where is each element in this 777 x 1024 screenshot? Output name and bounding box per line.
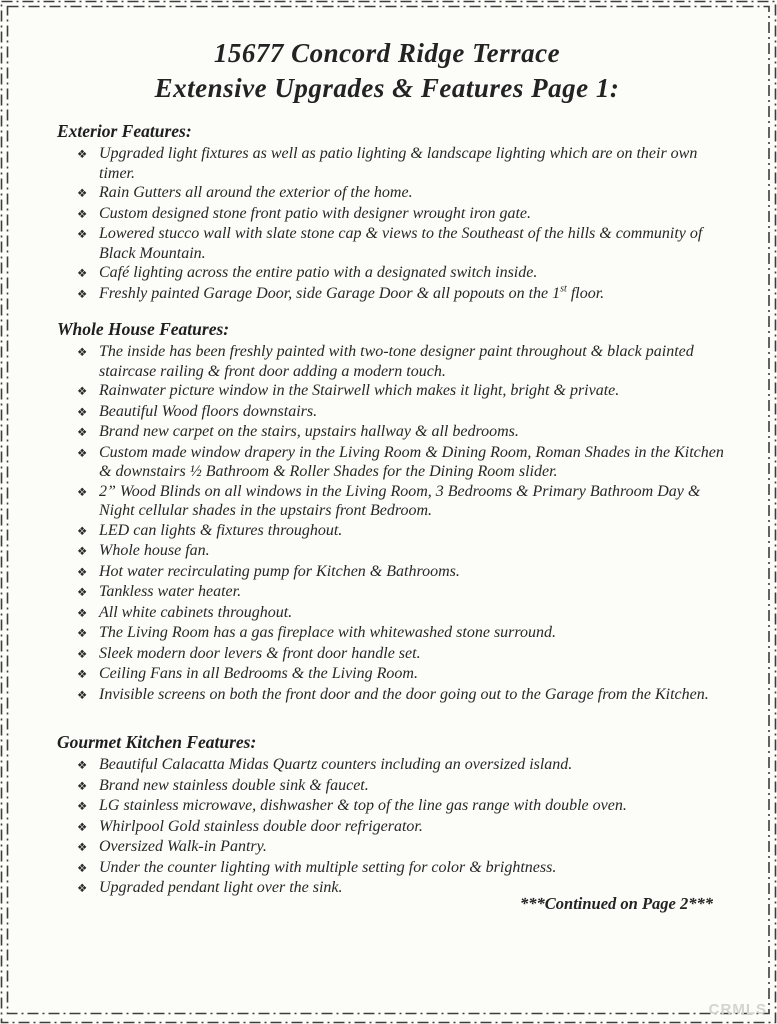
diamond-bullet-icon: ❖: [77, 404, 88, 419]
diamond-bullet-icon: ❖: [77, 758, 88, 772]
diamond-bullet-icon: ❖: [77, 484, 88, 499]
diamond-bullet-icon: ❖: [77, 585, 88, 599]
page-title: [57, 36, 717, 106]
feature-item: [77, 183, 727, 204]
feature-item: [77, 224, 727, 263]
section-gourmet-kitchen-features: [57, 732, 727, 899]
feature-item: [77, 541, 727, 562]
feature-item: [77, 342, 727, 381]
feature-item-text: The inside has been freshly painted with two-tone designer paint throughout & black painted staircase railing & front door adding a modern touch.: [99, 343, 694, 380]
feature-item-text: Rain Gutters all around the exterior of the home.: [99, 184, 413, 201]
feature-item-text: Lowered stucco wall with slate stone cap & views to the Southeast of the hills & community of Black Mountain.: [99, 225, 703, 262]
feature-item: [77, 644, 727, 665]
section-heading-whole-house: Whole House Features:: [57, 319, 230, 339]
section-exterior-features: [57, 121, 727, 304]
feature-item: [77, 776, 727, 797]
title-line-2: Extensive Upgrades & Features Page 1:: [154, 73, 620, 103]
diamond-bullet-icon: ❖: [77, 345, 88, 359]
feature-item: [77, 284, 727, 305]
feature-item-text: LG stainless microwave, dishwasher & top of the line gas range with double oven.: [99, 797, 627, 814]
feature-list-gourmet-kitchen: [57, 755, 727, 899]
diamond-bullet-icon: ❖: [77, 860, 88, 875]
feature-item-text: Brand new carpet on the stairs, upstairs hallway & all bedrooms.: [99, 423, 519, 440]
feature-item-text: Beautiful Calacatta Midas Quartz counters including an oversized island.: [99, 756, 573, 773]
feature-item-text: Custom made window drapery in the Living Room & Dining Room, Roman Shades in the Kitchen & downstairs ½ Bathroom & Roller Shades for the Dining Room slider.: [99, 443, 724, 480]
feature-item: [77, 204, 727, 225]
feature-item-text: Invisible screens on both the front door and the door going out to the Garage from the Kitchen.: [99, 685, 709, 703]
feature-item-text: The Living Room has a gas fireplace with whitewashed stone surround.: [99, 624, 557, 641]
feature-item: [77, 521, 727, 542]
feature-item-text: Café lighting across the entire patio with a designated switch inside.: [99, 264, 538, 281]
feature-item-text: Custom designed stone front patio with designer wrought iron gate.: [99, 204, 531, 222]
feature-item: [77, 664, 727, 685]
feature-item-text: Oversized Walk-in Pantry.: [99, 838, 267, 855]
diamond-bullet-icon: ❖: [77, 523, 88, 538]
feature-item: [77, 796, 727, 817]
feature-item-text: LED can lights & fixtures throughout.: [99, 521, 343, 539]
diamond-bullet-icon: ❖: [77, 286, 88, 301]
feature-item: [77, 755, 727, 776]
feature-item: [77, 482, 727, 521]
feature-item-text: Sleek modern door levers & front door handle set.: [99, 644, 421, 662]
diamond-bullet-icon: ❖: [77, 425, 88, 439]
continued-note: ***Continued on Page 2***: [520, 894, 713, 913]
diamond-bullet-icon: ❖: [77, 147, 88, 161]
title-line-1: 15677 Concord Ridge Terrace: [213, 38, 561, 68]
feature-item-text: Brand new stainless double sink & faucet.: [99, 776, 369, 794]
section-heading-gourmet-kitchen: Gourmet Kitchen Features:: [57, 732, 257, 752]
diamond-bullet-icon: ❖: [77, 266, 88, 280]
feature-item: [77, 623, 727, 644]
feature-item-text: Whole house fan.: [99, 542, 210, 559]
feature-item-text: Hot water recirculating pump for Kitchen & Bathrooms.: [99, 562, 460, 580]
feature-item-text: Beautiful Wood floors downstairs.: [99, 402, 318, 420]
feature-item-text: Upgraded pendant light over the sink.: [99, 879, 343, 896]
feature-item: [77, 858, 727, 879]
diamond-bullet-icon: ❖: [77, 564, 88, 579]
feature-item-text: Freshly painted Garage Door, side Garage Door & all popouts on the 1st floor.: [99, 283, 605, 302]
feature-item: [77, 263, 727, 284]
diamond-bullet-icon: ❖: [77, 605, 88, 620]
diamond-bullet-icon: ❖: [77, 819, 88, 834]
feature-item: [77, 837, 727, 858]
feature-item-text: Under the counter lighting with multiple setting for color & brightness.: [99, 858, 557, 876]
section-whole-house-features: [57, 319, 727, 705]
feature-list-exterior: [57, 144, 727, 304]
feature-item: [77, 603, 727, 624]
diamond-bullet-icon: ❖: [77, 626, 88, 640]
feature-item-text: Upgraded light fixtures as well as patio lighting & landscape lighting which are on their own timer.: [99, 145, 698, 182]
feature-list-whole-house: [57, 342, 727, 705]
diamond-bullet-icon: ❖: [77, 687, 88, 702]
diamond-bullet-icon: ❖: [77, 881, 88, 895]
diamond-bullet-icon: ❖: [77, 544, 88, 558]
feature-item: [77, 582, 727, 603]
feature-item: [77, 443, 727, 482]
document-content: [57, 36, 727, 899]
feature-item: [77, 381, 727, 402]
feature-item: [77, 402, 727, 423]
feature-item: [77, 422, 727, 443]
diamond-bullet-icon: ❖: [77, 799, 88, 813]
crmls-watermark: CRMLS: [708, 1001, 767, 1018]
feature-item: [77, 562, 727, 583]
feature-item-text: 2” Wood Blinds on all windows in the Living Room, 3 Bedrooms & Primary Bathroom Day & Night cellular shades in the upstairs front Bedroom.: [99, 482, 701, 519]
feature-item-text: Whirlpool Gold stainless double door refrigerator.: [99, 817, 423, 835]
feature-item: [77, 685, 727, 706]
diamond-bullet-icon: ❖: [77, 667, 88, 681]
diamond-bullet-icon: ❖: [77, 384, 88, 398]
section-heading-exterior: Exterior Features:: [57, 121, 192, 141]
feature-item-text: All white cabinets throughout.: [99, 603, 293, 621]
diamond-bullet-icon: ❖: [77, 646, 88, 661]
diamond-bullet-icon: ❖: [77, 445, 88, 460]
diamond-bullet-icon: ❖: [77, 186, 88, 200]
diamond-bullet-icon: ❖: [77, 206, 88, 221]
feature-item: [77, 817, 727, 838]
diamond-bullet-icon: ❖: [77, 840, 88, 854]
diamond-bullet-icon: ❖: [77, 227, 88, 241]
feature-item-text: Rainwater picture window in the Stairwell which makes it light, bright & private.: [99, 382, 620, 399]
feature-item-text: Ceiling Fans in all Bedrooms & the Living Room.: [99, 665, 418, 682]
feature-item-text: Tankless water heater.: [99, 583, 242, 600]
diamond-bullet-icon: ❖: [77, 778, 88, 793]
feature-item: [77, 144, 727, 183]
